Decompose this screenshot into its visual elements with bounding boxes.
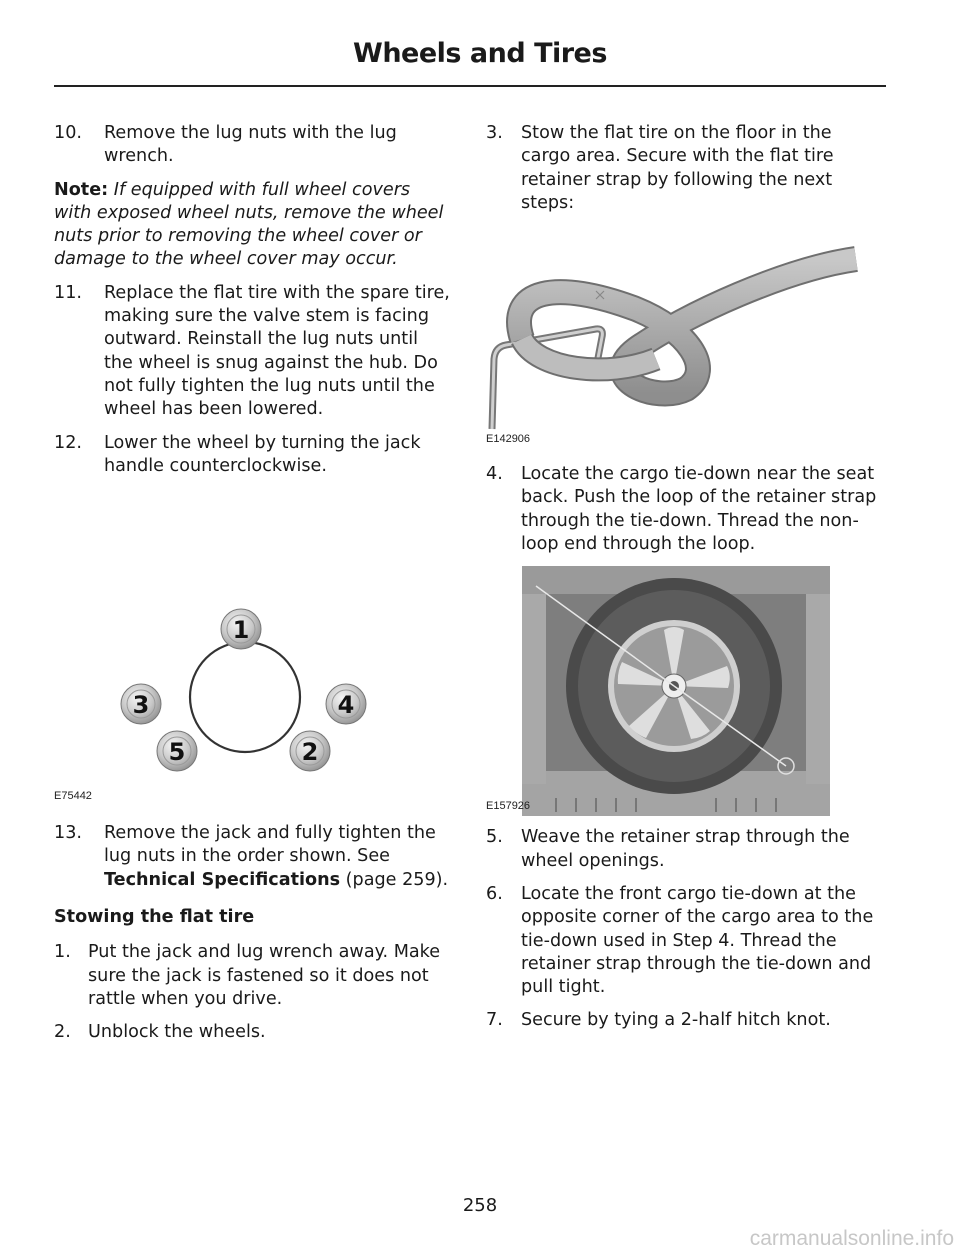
lug-nut-5-icon — [157, 731, 197, 771]
step-text: Locate the front cargo tie-down at the opposite corner of the cargo area to the tie-down used in Step 4. Thread the retainer strap through the tie-down and pull tight. — [521, 883, 874, 998]
lug-nut-2-icon — [290, 731, 330, 771]
figure-code: E142906 — [486, 432, 531, 445]
nut-label: 1 — [232, 616, 250, 645]
step-text: Secure by tying a 2-half hitch knot. — [521, 1010, 831, 1031]
step-number: 11. — [54, 282, 82, 303]
step-13 — [54, 822, 450, 892]
step-5 — [486, 826, 886, 873]
step-number: 6. — [486, 883, 503, 904]
section-heading: Stowing the flat tire — [54, 907, 255, 928]
header-divider — [54, 85, 886, 87]
nut-label: 2 — [301, 738, 319, 767]
figure-code: E75442 — [54, 789, 92, 802]
watermark: carmanualsonline.info — [749, 1227, 954, 1250]
retainer-strap-figure — [486, 229, 886, 451]
step-text: Remove the lug nuts with the lug wrench. — [104, 123, 397, 167]
stow-step-1 — [54, 941, 450, 1011]
step-12 — [54, 432, 450, 479]
step-10 — [54, 122, 450, 169]
lug-nut-order-figure — [54, 494, 450, 808]
step-number: 10. — [54, 123, 82, 143]
cargo-area-figure — [486, 566, 830, 816]
stow-step-2 — [54, 1021, 450, 1044]
step-7 — [486, 1009, 886, 1032]
step-text: Put the jack and lug wrench away. Make sure the jack is fastened so it does not rattle when you drive. — [88, 942, 441, 1009]
figure-code: E157926 — [486, 800, 531, 813]
step-11 — [54, 282, 450, 422]
step-number: 2. — [54, 1022, 71, 1043]
cargo-spare-tire-illustration — [486, 566, 830, 816]
step-text: Replace the flat tire with the spare tire, making sure the valve stem is facing outward. Reinstall the lug nuts until the wheel is snug against the hub. Do not fully tighten the lug nuts until the wheel has been lowered. — [104, 282, 450, 420]
step-number: 3. — [486, 123, 503, 143]
cross-reference-link[interactable]: Technical Specifications — [104, 869, 341, 890]
step-text: Lower the wheel by turning the jack handle counterclockwise. — [104, 432, 421, 476]
step-number: 12. — [54, 432, 82, 453]
nut-label: 4 — [337, 691, 355, 720]
note-text: If equipped with full wheel covers with exposed wheel nuts, remove the wheel nuts prior to removing the wheel cover or damage to the wheel cover may occur. — [54, 179, 444, 270]
right-column — [486, 122, 886, 1043]
step-text: Stow the flat tire on the floor in the cargo area. Secure with the flat tire retainer strap by following the next steps: — [521, 123, 834, 213]
step-number: 13. — [54, 823, 82, 844]
step-text: Locate the cargo tie-down near the seat back. Push the loop of the retainer strap through the tie-down. Thread the non-loop end through the loop. — [521, 464, 877, 555]
step-number: 5. — [486, 827, 503, 848]
retainer-strap-illustration — [486, 229, 886, 434]
note — [54, 179, 450, 272]
step-number: 1. — [54, 942, 71, 963]
step-6 — [486, 883, 886, 999]
note-label: Note: — [54, 179, 109, 200]
nut-label: 5 — [168, 738, 186, 767]
nut-label: 3 — [132, 691, 150, 720]
step-text: Weave the retainer strap through the wheel openings. — [521, 827, 850, 871]
step-number: 4. — [486, 464, 503, 485]
step-text: Unblock the wheels. — [88, 1022, 266, 1043]
page-number: 258 — [462, 1195, 498, 1216]
lug-nut-bottom-pair — [54, 494, 450, 808]
step-text: Remove the jack and fully tighten the lug nuts in the order shown. See Technical Specifications (page 259). — [104, 823, 449, 890]
page-title: Wheels and Tires — [353, 38, 607, 69]
step-3 — [486, 122, 886, 215]
step-number: 7. — [486, 1010, 503, 1031]
left-column — [54, 122, 450, 1055]
step-4 — [486, 463, 886, 556]
